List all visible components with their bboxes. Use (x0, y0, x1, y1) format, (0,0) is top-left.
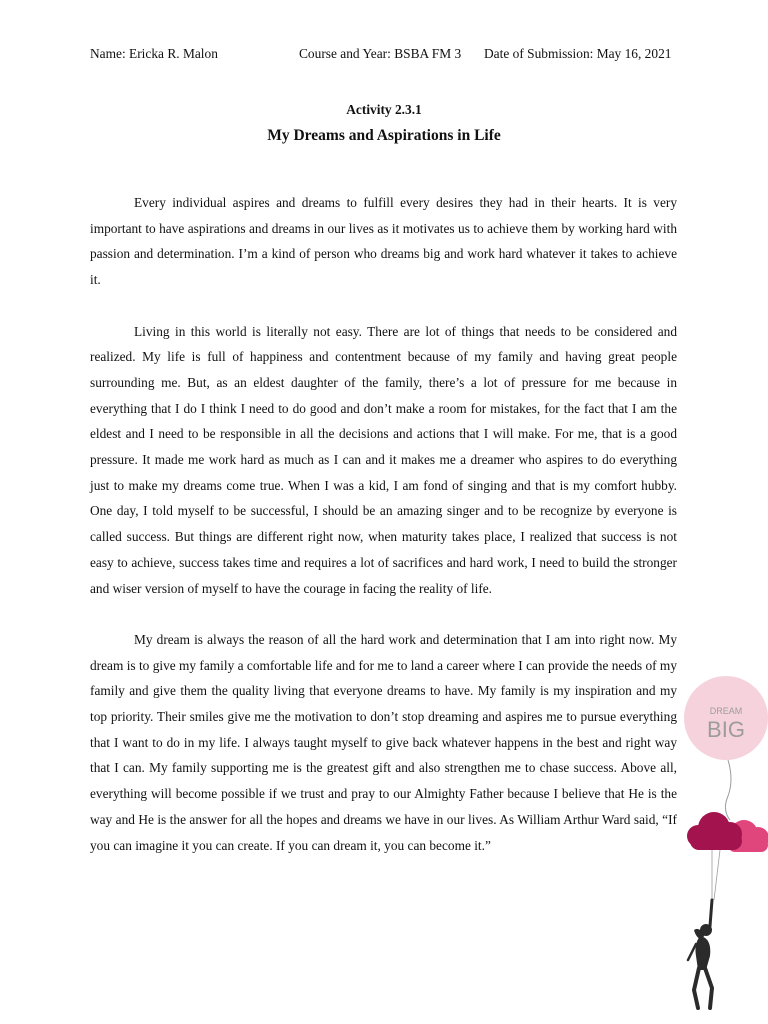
balloon-text-dream: DREAM (709, 706, 743, 716)
submission-date: Date of Submission: May 16, 2021 (484, 46, 672, 61)
hanging-girl-icon (688, 900, 712, 1008)
paragraph-3: My dream is always the reason of all the hard work and determination that I am into right now. My dream is to give my family a comfortable life and for me to land a career where I can provide the needs of my family and give them the quality living that everyone dreams to have. My family is my inspiration and my top priority. Their smiles give me the motivation to don’t stop dreaming and aspires me to pursue everything that I want to do in my life. I always taught myself to give back whatever happens in the best and right way that I can. My family supporting me is the greatest gift and also strengthen me to chase success. Above all, everything will become possible if we trust and pray to our Almighty Father because I believe that He is the way and He is the answer for all the hopes and dreams we have in our lives. As William Arthur Ward said, “If you can imagine it you can create. If you can dream it, you can become it.” (90, 631, 677, 853)
student-name: Name: Ericka R. Malon (90, 46, 218, 61)
balloon-string (725, 760, 731, 820)
cloud-icon (687, 812, 768, 852)
course-year: Course and Year: BSBA FM 3 (299, 46, 462, 61)
paragraph-1: Every individual aspires and dreams to fulfill every desires they had in their hearts. It is very important to have aspirations and dreams in our lives as it motivates us to achieve them by working hard with passion and determination. I’m a kind of person who dreams big and work hard whatever it takes to achieve it. (90, 195, 677, 288)
paragraph-2: Living in this world is literally not easy. There are lot of things that needs to be considered and realized. My life is full of happiness and contentment because of my family and having great people surrounding me. But, as an eldest daughter of the family, there’s a lot of pressure for me because in everything that I do I think I need to do good and don’t make a room for mistakes, for the fact that I am the eldest and I need to be responsible in all the decisions and actions that I will make. For me, that is a good pressure. It made me work hard as much as I can and it makes me a dreamer who aspires to do everything just to make my dreams come true. When I was a kid, I am fond of singing and that is my comfort hubby. One day, I told myself to be successful, I should be an amazing singer and to be recognize by everyone is called success. But things are different right now, when maturity takes place, I realized that success is not easy to achieve, success takes time and requires a lot of sacrifices and hard work, I need to build the stronger and wiser version of myself to have the courage in facing the reality of life. (90, 323, 677, 596)
cloud-strings (712, 850, 720, 900)
document-header (90, 46, 680, 66)
activity-number: Activity 2.3.1 (346, 102, 422, 117)
dream-big-illustration (672, 668, 768, 1024)
balloon-text-big: BIG (707, 717, 745, 742)
essay-body (90, 190, 677, 884)
page-title: My Dreams and Aspirations in Life (267, 127, 501, 144)
